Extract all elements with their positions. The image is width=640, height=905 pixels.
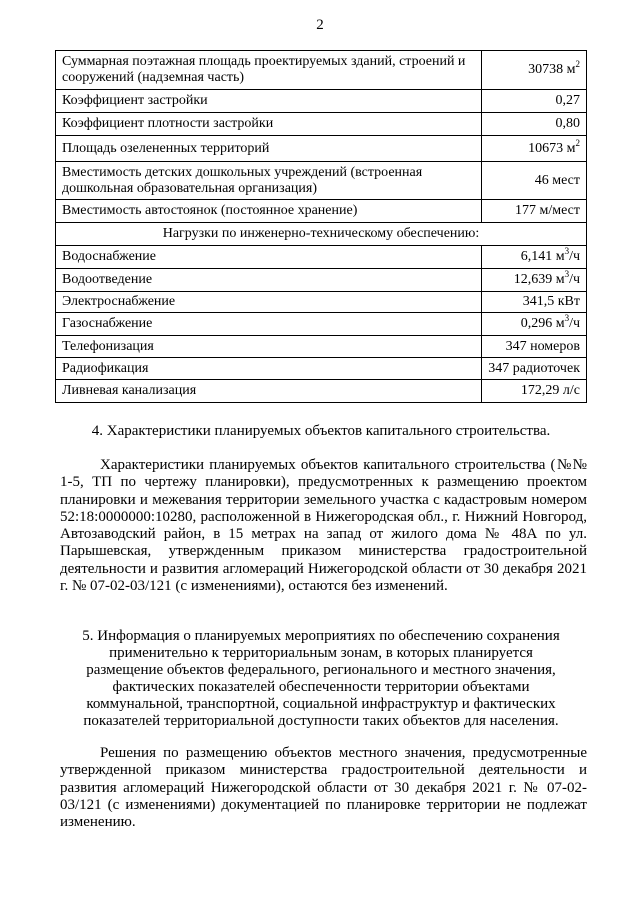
row-label: Суммарная поэтажная площадь проектируемых зданий, строений и сооружений (надземная часть) (56, 51, 482, 90)
table-row (56, 162, 587, 200)
table-row (56, 292, 587, 313)
row-value: 6,141 $м^3/ч$ (482, 246, 587, 269)
section-5-text: Решения по размещению объектов местного значения, предусмотренные утвержденной приказом министерства градостроительной деятельности и развития агломераций Нижегородской области от 30 декабря 2021 г. № 07-02-03/121 (с изменениями) документацией по планировке территории не подлежат изменению. (60, 745, 587, 831)
page-number: 2 (316, 17, 324, 33)
section-4-title: 4. Характеристики планируемых объектов капитального строительства. (91, 423, 551, 439)
row-label: Электроснабжение (56, 292, 482, 313)
table-row (56, 246, 587, 269)
row-label: Водоотведение (56, 269, 482, 292)
section-5-title: 5. Информация о планируемых мероприятиях по обеспечению сохранения применительно к территориальным зонам, в которых планируется размещение объектов федерального, регионального и местного значения, фактических показателей обеспеченности территории объектами коммунальной, транспортной, социальной инфраструктур и фактических показателей территориальной доступности таких объектов для населения. (82, 628, 560, 729)
row-value: 347 радиоточек (482, 358, 587, 380)
table-row (56, 380, 587, 403)
row-label: Радиофикация (56, 358, 482, 380)
table-row (56, 313, 587, 336)
row-value: 177 м/мест (482, 200, 587, 223)
row-label: Площадь озелененных территорий (56, 136, 482, 162)
loads-heading: Нагрузки по инженерно-техническому обеспечению: (56, 223, 587, 246)
row-value: 347 номеров (482, 336, 587, 358)
row-label: Вместимость автостоянок (постоянное хранение) (56, 200, 482, 223)
row-value: 30738 $м^2$ (482, 51, 587, 90)
table-row (56, 90, 587, 113)
section-4-text: Характеристики планируемых объектов капитального строительства (№№ 1-5, ТП по чертежу планировки), предусмотренных к размещению проектом планировки и межевания территории земельного участка с кадастровым номером 52:18:0000000:10280, расположенной в Нижегородская обл., г. Нижний Новгород, Автозаводский район, в 15 метрах на запад от жилого дома № 48А по ул. Парышевская, утвержденным приказом министерства градостроительной деятельности и развития агломераций Нижегородской области от 30 декабря 2021 г. № 07-02-03/121 (с изменениями), остаются без изменений. (60, 457, 587, 595)
row-label: Ливневая канализация (56, 380, 482, 403)
row-label: Коэффициент застройки (56, 90, 482, 113)
table-row (56, 136, 587, 162)
row-label: Газоснабжение (56, 313, 482, 336)
row-value: 0,27 (482, 90, 587, 113)
row-label: Телефонизация (56, 336, 482, 358)
row-value: 0,296 $м^3/ч$ (482, 313, 587, 336)
table-row (56, 358, 587, 380)
row-value: 10673 $м^2$ (482, 136, 587, 162)
table-row (56, 113, 587, 136)
row-value: 46 мест (482, 162, 587, 200)
table-section-row (56, 223, 587, 246)
row-label: Вместимость детских дошкольных учреждений (встроенная дошкольная образовательная организация) (56, 162, 482, 200)
row-label: Коэффициент плотности застройки (56, 113, 482, 136)
row-value: 12,639 $м^3/ч$ (482, 269, 587, 292)
row-value: 172,29 л/с (482, 380, 587, 403)
row-label: Водоснабжение (56, 246, 482, 269)
table-row (56, 269, 587, 292)
table-row (56, 200, 587, 223)
table-row (56, 51, 587, 90)
parameters-table (55, 50, 587, 403)
table-row (56, 336, 587, 358)
row-value: 341,5 кВт (482, 292, 587, 313)
row-value: 0,80 (482, 113, 587, 136)
